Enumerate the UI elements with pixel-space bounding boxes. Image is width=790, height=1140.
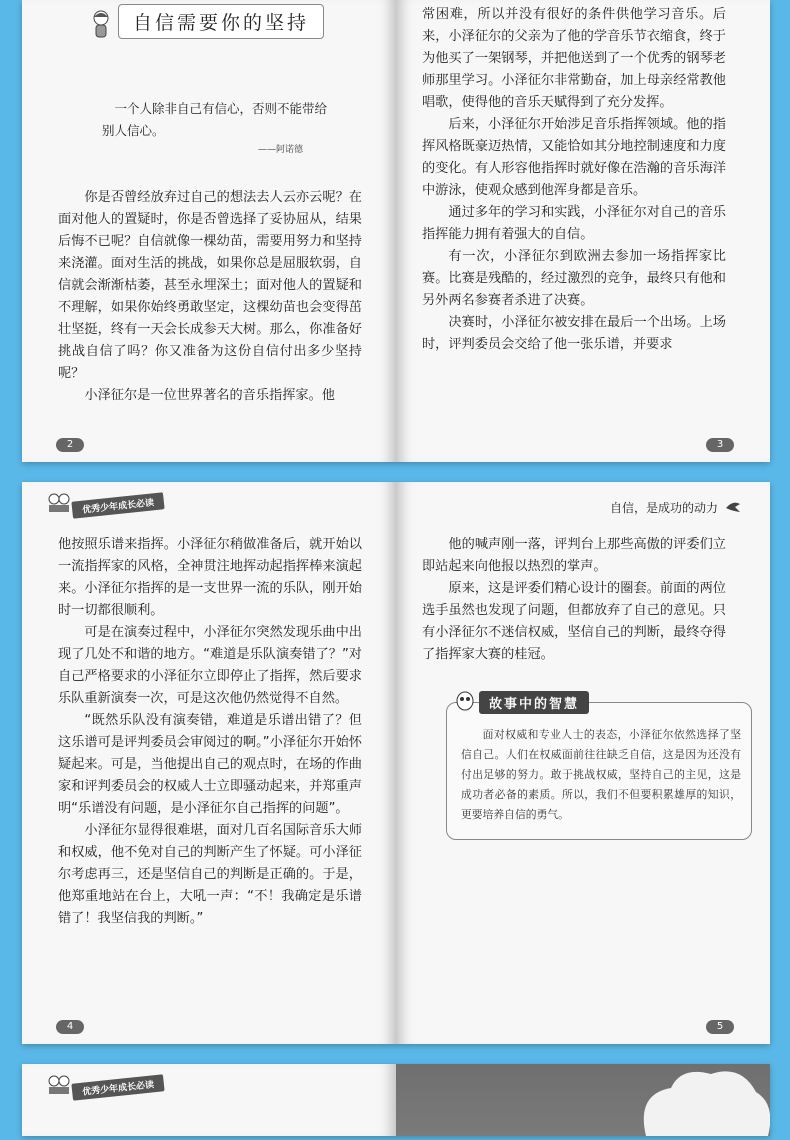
bird-icon [724, 498, 742, 517]
page-7 [396, 1064, 770, 1136]
book-spread-3 [22, 1064, 770, 1136]
page-number: 2 [56, 438, 84, 452]
page-4 [22, 482, 396, 1044]
wisdom-box [446, 696, 752, 840]
paragraph: 你是否曾经放弃过自己的想法去人云亦云呢？在面对他人的置疑时，你是否曾选择了妥协屈从，结果后悔不已呢？自信就像一棵幼苗，需要用努力和坚持来浇灌。面对生活的挑战，如果你总是屈服软弱，自信就会渐渐枯萎，甚至永埋深土；面对他人的置疑和不理解，如果你始终勇敢坚定，这棵幼苗也会变得茁壮坚挺，终有一天会长成参天大树。那么，你准备好挑战自信了吗？你又准备为这份自信付出多少坚持呢？ [58, 190, 362, 381]
page-number: 3 [706, 438, 734, 452]
series-header [46, 492, 164, 518]
paragraph: 小泽征尔是一位世界著名的音乐指挥家。他 [84, 388, 335, 403]
paragraph: 他的喊声刚一落，评判台上那些高傲的评委们立即站起来向他报以热烈的掌声。 [422, 537, 726, 574]
paragraph: 有一次，小泽征尔到欧洲去参加一场指挥家比赛。比赛是残酷的，经过激烈的竞争，最终只有他和另外两名参赛者杀进了决赛。 [422, 249, 726, 308]
paragraph: “既然乐队没有演奏错，难道是乐谱出错了？但这乐谱可是评判委员会审阅过的啊。”小泽征尔开始怀疑起来。可是，当他提出自己的观点时，在场的作曲家和评判委员会的权威人士立即骚动起来，并郑重声明“乐谱没有问题，是小泽征尔自己指挥的问题”。 [58, 713, 362, 816]
wisdom-text: 面对权威和专业人士的表态，小泽征尔依然选择了坚信自己。人们在权威面前往往缺乏自信，这是因为还没有付出足够的努力。敢于挑战权威，坚持自己的主见，这是成功者必备的素质。所以，我们不但要积累雄厚的知识，更要培养自信的勇气。 [461, 728, 741, 821]
photo-illustration [396, 1064, 770, 1136]
paragraph: 原来，这是评委们精心设计的圈套。前面的两位选手虽然也发现了问题，但都放弃了自己的意见。只有小泽征尔不迷信权威，坚信自己的判断，最终夺得了指挥家大赛的桂冠。 [422, 581, 726, 662]
page-5 [396, 482, 770, 1044]
book-spread-1 [22, 0, 770, 462]
series-title: 优秀少年成长必读 [71, 492, 164, 519]
wisdom-title-banner [455, 689, 589, 715]
page-number: 4 [56, 1020, 84, 1034]
cloud-shape-icon [396, 1064, 770, 1136]
epigraph-author: ——阿诺德 [258, 145, 304, 155]
chapter-title: 自信需要你的坚持 [118, 4, 324, 39]
wisdom-title: 故事中的智慧 [479, 691, 589, 714]
page-6 [22, 1064, 396, 1136]
book-spread-2 [22, 482, 770, 1044]
chapter-title-banner [88, 4, 324, 39]
series-title: 优秀少年成长必读 [71, 1074, 164, 1101]
paragraph: 通过多年的学习和实践，小泽征尔对自己的音乐指挥能力拥有着强大的自信。 [422, 205, 726, 242]
girl-illustration-icon [88, 9, 114, 35]
kids-reading-icon [46, 1074, 72, 1100]
paragraph: 后来，小泽征尔开始涉足音乐指挥领域。他的指挥风格既豪迈热情，又能恰如其分地控制速度和力度的变化。有人形容他指挥时就好像在浩瀚的音乐海洋中游泳，使观众感到他浑身都是音乐。 [422, 117, 726, 198]
paragraph: 决赛时，小泽征尔被安排在最后一个出场。上场时，评判委员会交给了他一张乐谱，并要求 [422, 315, 726, 352]
paragraph: 常困难，所以并没有很好的条件供他学习音乐。后来，小泽征尔的父亲为了他的学音乐节衣缩食，终于为他买了一架钢琴，并把他送到了一个优秀的钢琴老师那里学习。小泽征尔非常勤奋，加上母亲经常教他唱歌，使得他的音乐天赋得到了充分发挥。 [422, 7, 726, 110]
series-header [46, 1074, 164, 1100]
kids-reading-icon [46, 492, 72, 518]
paragraph: 可是在演奏过程中，小泽征尔突然发现乐曲中出现了几处不和谐的地方。“难道是乐队演奏错了？”对自己严格要求的小泽征尔立即停止了指挥，然后要求乐队重新演奏一次，可是这次他仍然觉得不自然。 [58, 625, 362, 706]
chapter-running-header [610, 498, 742, 517]
running-header-text: 自信，是成功的动力 [609, 501, 718, 515]
page-number: 5 [706, 1020, 734, 1034]
page-3 [396, 0, 770, 462]
owl-icon [455, 689, 475, 715]
paragraph: 他按照乐谱来指挥。小泽征尔稍做准备后，就开始以一流指挥家的风格，全神贯注地挥动起指挥棒来演起来。小泽征尔指挥的是一支世界一流的乐队，刚开始时一切都很顺利。 [58, 537, 362, 618]
page-2 [22, 0, 396, 462]
epigraph-quote: 一个人除非自己有信心，否则不能带给别人信心。 [102, 101, 328, 138]
paragraph: 小泽征尔显得很难堪，面对几百名国际音乐大师和权威，他不免对自己的判断产生了怀疑。可小泽征尔考虑再三，还是坚信自己的判断是正确的。于是，他郑重地站在台上，大吼一声：“不！我确定是乐谱错了！我坚信我的判断。” [58, 823, 362, 926]
